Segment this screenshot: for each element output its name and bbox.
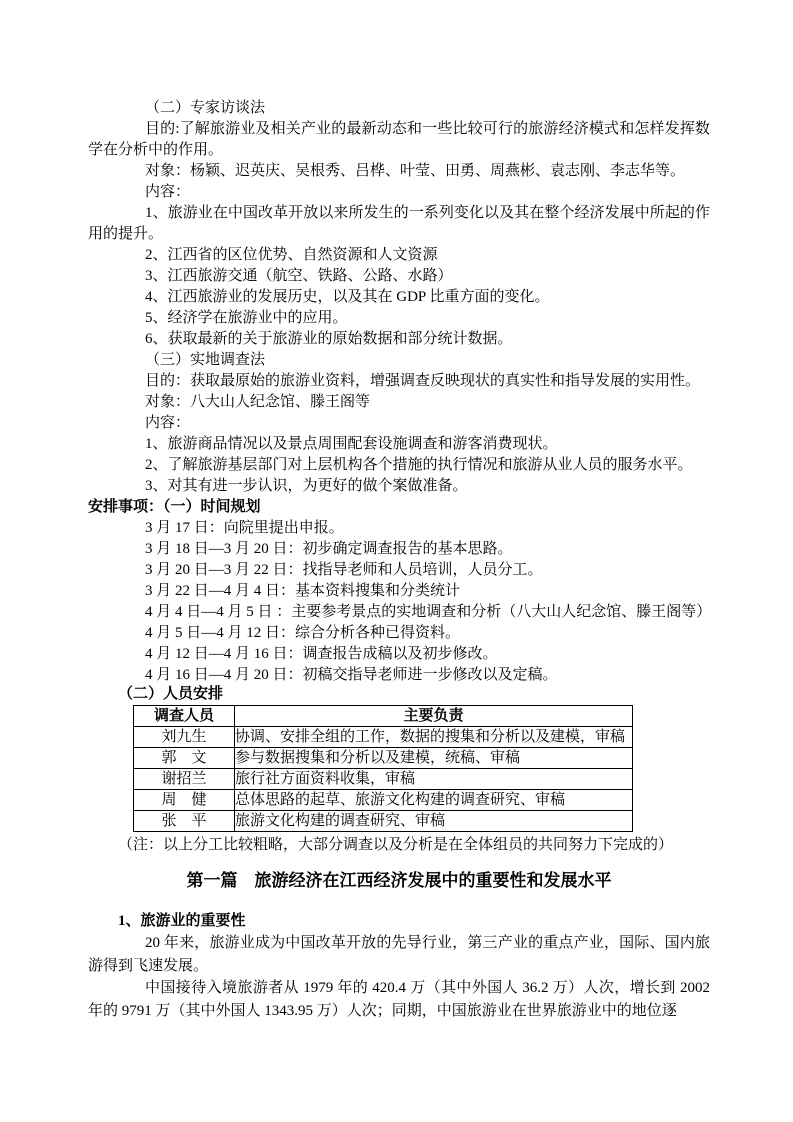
- table-row: [134, 811, 633, 832]
- table-header-row: [134, 706, 633, 727]
- interview-method-heading: （二）专家访谈法: [145, 100, 266, 116]
- table-cell-name: 周 健: [134, 790, 235, 811]
- table-cell-duty: 参与数据搜集和分析以及建模，统稿、审稿: [235, 748, 633, 769]
- table-cell-duty: 总体思路的起草、旅游文化构建的调查研究、审稿: [235, 790, 633, 811]
- personnel-heading: （二）人员安排: [118, 686, 224, 702]
- list-item: 2、了解旅游基层部门对上层机构各个措施的执行情况和旅游从业人员的服务水平。: [145, 457, 693, 473]
- list-item: 3、江西旅游交通（航空、铁路、公路、水路）: [145, 268, 453, 284]
- table-cell-name: 刘九生: [134, 727, 235, 748]
- schedule-item: 4 月 16 日—4 月 20 日：初稿交指导老师进一步修改以及定稿。: [145, 667, 558, 683]
- field-survey-purpose: 目的：获取最原始的旅游业资料，增强调查反映现状的真实性和指导发展的实用性。: [145, 373, 701, 389]
- table-cell-name: 张 平: [134, 811, 235, 832]
- list-item: 4、江西旅游业的发展历史，以及其在 GDP 比重方面的变化。: [145, 289, 550, 305]
- personnel-section: [88, 684, 710, 856]
- paragraph: 中国接待入境旅游者从 1979 年的 420.4 万（其中外国人 36.2 万）人次，增长到 2002 年的 9791 万（其中外国人 1343.95 万）人次；同期，中国旅游业在世界旅游业中的地位逐: [88, 980, 710, 1019]
- paragraph: 20 年来，旅游业成为中国改革开放的先导行业，第三产业的重点产业，国际、国内旅游得到飞速发展。: [88, 935, 710, 974]
- table-cell-duty: 旅游文化构建的调查研究、审稿: [235, 811, 633, 832]
- personnel-note: （注：以上分工比较粗略，大部分调查以及分析是在全体组员的共同努力下完成的）: [118, 837, 674, 853]
- schedule-item: 4 月 5 日—4 月 12 日：综合分析各种已得资料。: [145, 625, 461, 641]
- table-header-duty: 主要负责: [235, 706, 633, 727]
- schedule-item: 3 月 20 日—3 月 22 日：找指导老师和人员培训，人员分工。: [145, 562, 543, 578]
- schedule-item: 3 月 18 日—3 月 20 日：初步确定调查报告的基本思路。: [145, 541, 513, 557]
- field-survey-subjects: 对象：八大山人纪念馆、滕王阁等: [145, 394, 371, 410]
- schedule-item: 4 月 12 日—4 月 16 日：调查报告成稿以及初步修改。: [145, 646, 498, 662]
- part-one-intro-section: [88, 910, 710, 1022]
- section-heading: 1、旅游业的重要性: [118, 913, 246, 929]
- survey-methods-section: [88, 98, 710, 686]
- schedule-item: 3 月 17 日：向院里提出申报。: [145, 520, 344, 536]
- list-item: 6、获取最新的关于旅游业的原始数据和部分统计数据。: [145, 331, 513, 347]
- table-row: [134, 769, 633, 790]
- list-item: 3、对其有进一步认识，为更好的做个案做准备。: [145, 478, 468, 494]
- list-item: 1、旅游业在中国改革开放以来所发生的一系列变化以及其在整个经济发展中所起的作用的提升。: [88, 205, 710, 242]
- field-survey-content-label: 内容：: [145, 415, 191, 431]
- schedule-heading: 安排事项：（一）时间规划: [88, 499, 261, 515]
- table-header-person: 调查人员: [134, 706, 235, 727]
- table-cell-duty: 旅行社方面资料收集，审稿: [235, 769, 633, 790]
- list-item: 1、旅游商品情况以及景点周围配套设施调查和游客消费现状。: [145, 436, 558, 452]
- table-row: [134, 727, 633, 748]
- table-row: [134, 748, 633, 769]
- list-item: 2、江西省的区位优势、自然资源和人文资源: [145, 247, 438, 263]
- table-cell-name: 谢招兰: [134, 769, 235, 790]
- schedule-item: 4 月 4 日—4 月 5 日 ：主要参考景点的实地调查和分析（八大山人纪念馆、滕王阁等）: [145, 604, 712, 620]
- part-one-title: 第一篇 旅游经济在江西经济发展中的重要性和发展水平: [186, 871, 612, 890]
- table-cell-name: 郭 文: [134, 748, 235, 769]
- schedule-item: 3 月 22 日—4 月 4 日：基本资料搜集和分类统计: [145, 583, 461, 599]
- table-row: [134, 790, 633, 811]
- list-item: 5、经济学在旅游业中的应用。: [145, 310, 348, 326]
- interview-method-subjects: 对象：杨颖、迟英庆、吴根秀、吕桦、叶莹、田勇、周燕彬、袁志刚、李志华等。: [145, 163, 686, 179]
- table-cell-duty: 协调、安排全组的工作，数据的搜集和分析以及建模，审稿: [235, 727, 633, 748]
- interview-method-content-label: 内容：: [145, 184, 191, 200]
- interview-method-purpose: 目的:了解旅游业及相关产业的最新动态和一些比较可行的旅游经济模式和怎样发挥数学在分析中的作用。: [88, 121, 710, 158]
- field-survey-heading: （三）实地调查法: [145, 352, 266, 368]
- personnel-table: [133, 705, 633, 832]
